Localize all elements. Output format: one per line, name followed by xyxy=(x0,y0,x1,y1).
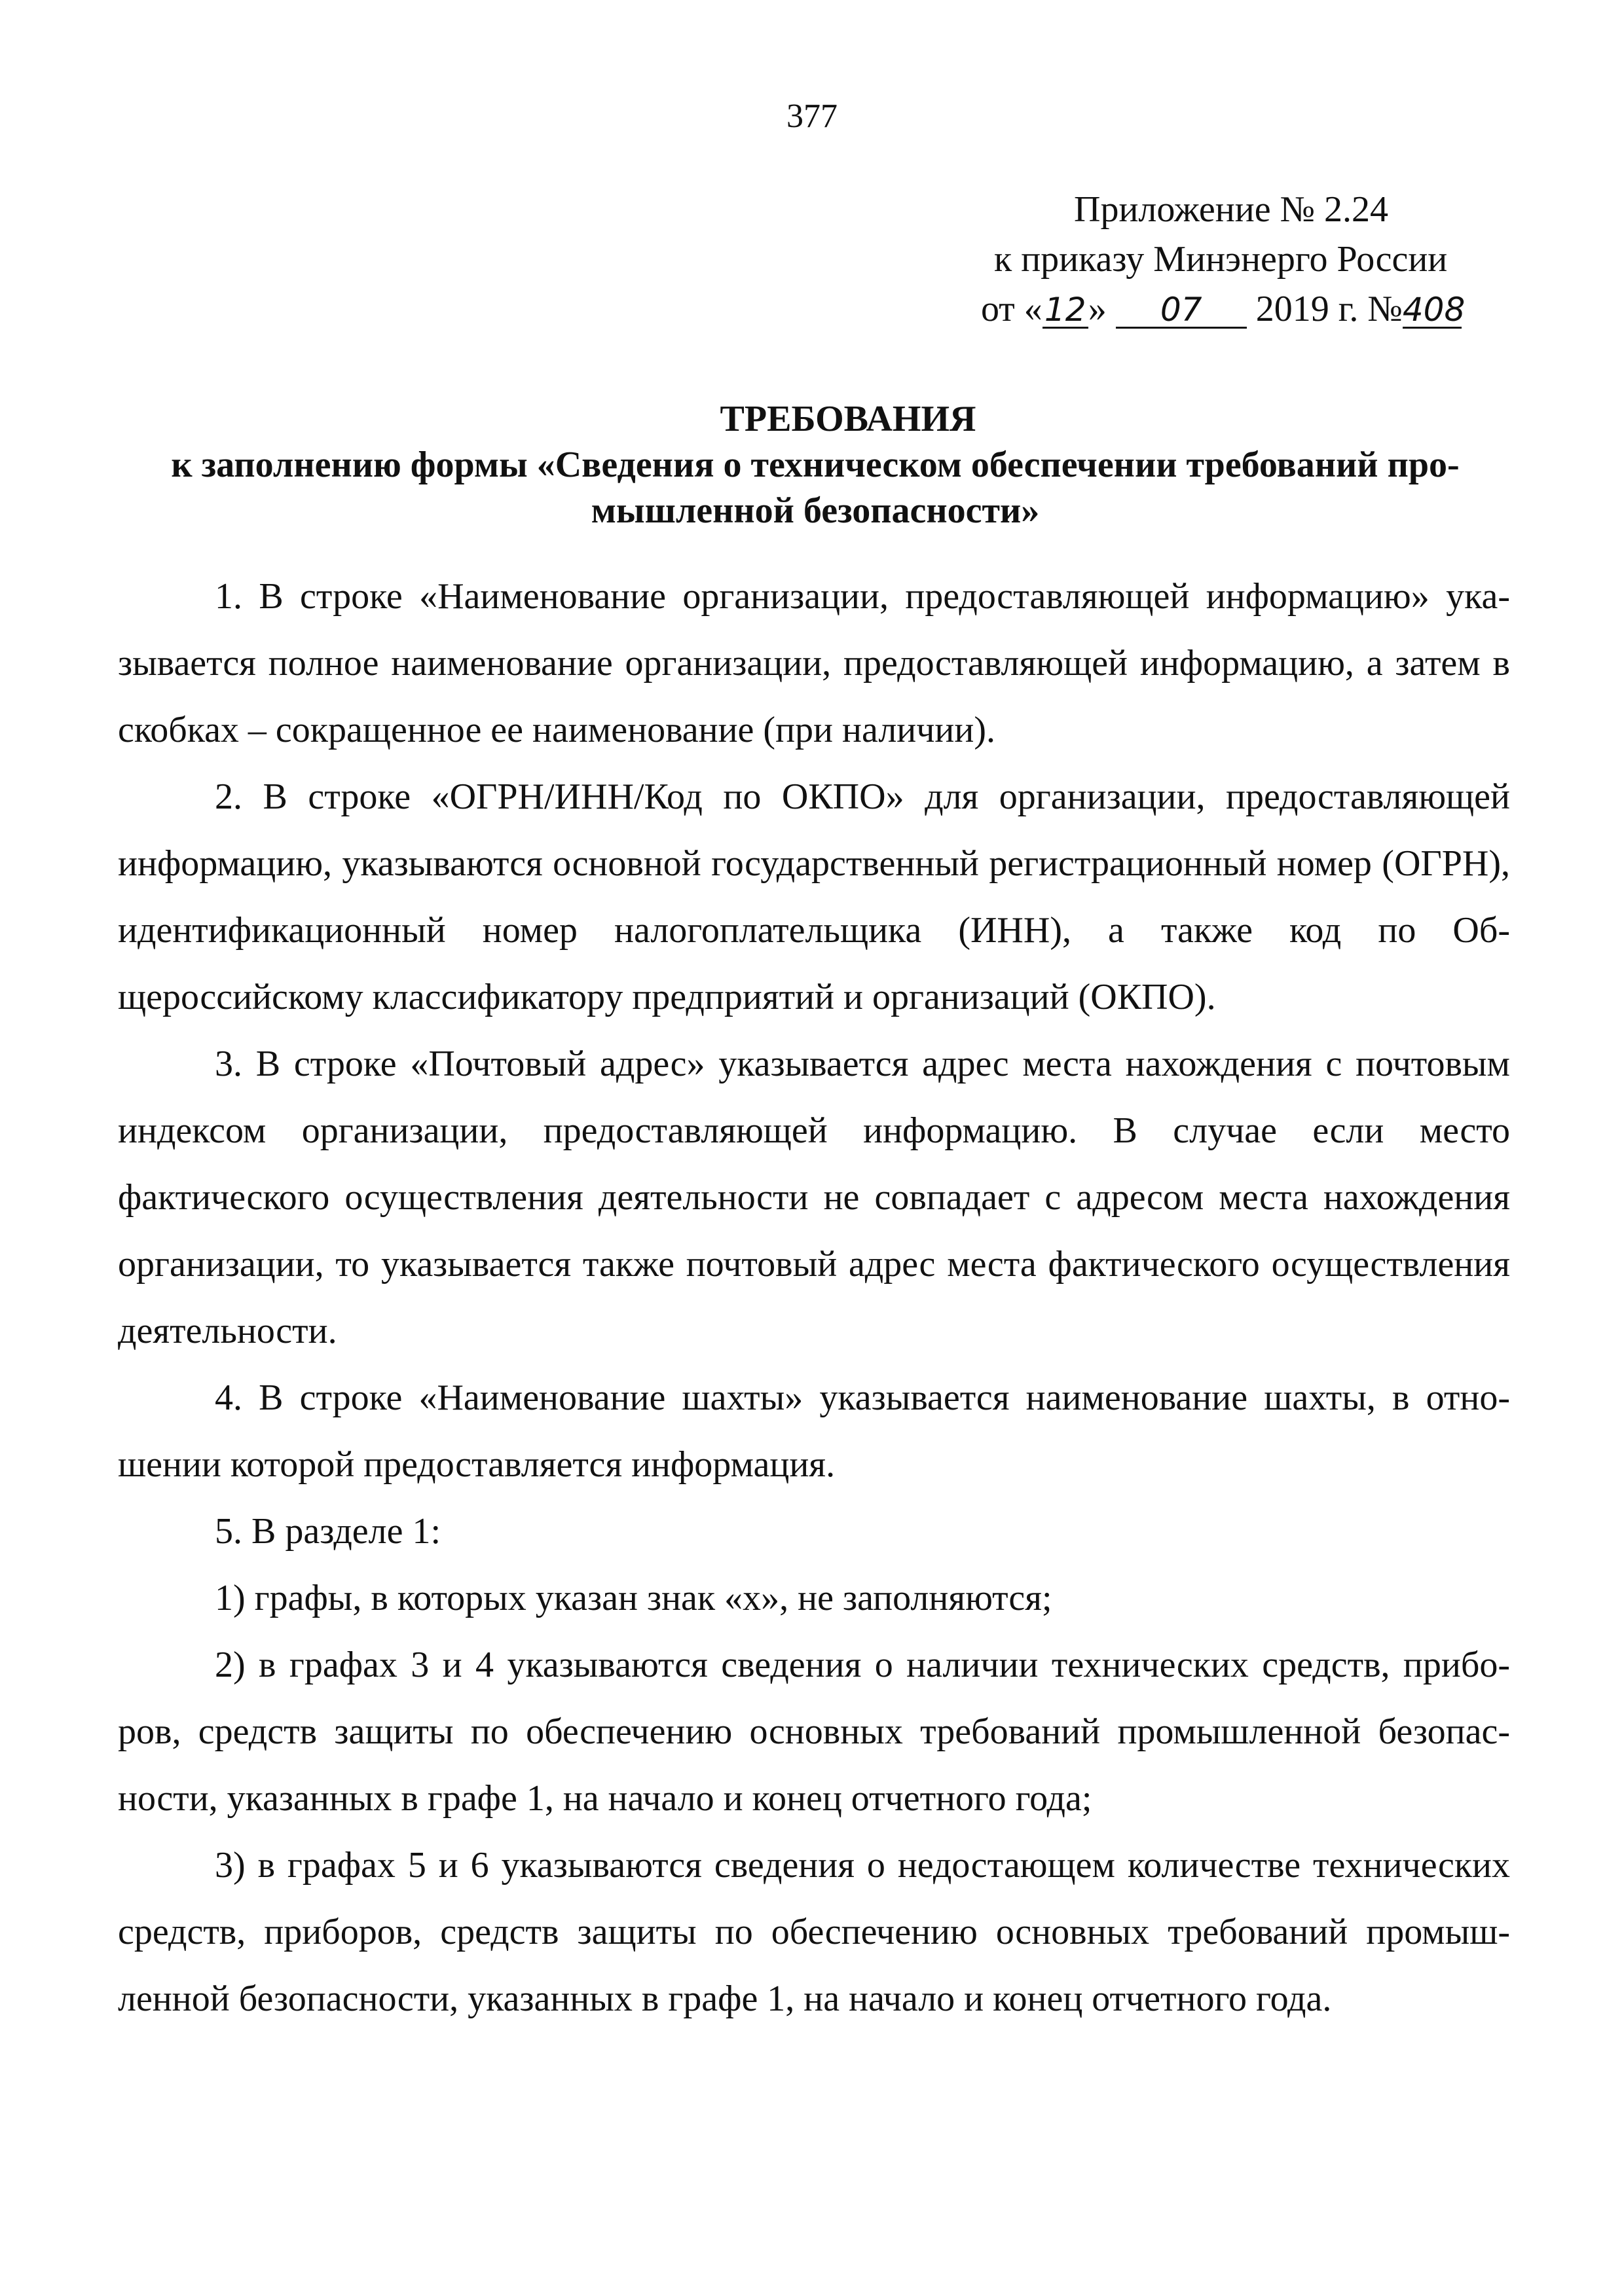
paragraph-5: 5. В разделе 1: xyxy=(215,1511,441,1552)
appendix-order-ref: к приказу Минэнерго России xyxy=(994,239,1448,280)
page-number: 377 xyxy=(786,98,838,135)
paragraph-2: 2. В строке «ОГРН/ИНН/Код по ОКПО» для организации, предоставляющей информацию, указываются основной государственный регистрационный номер (ОГРН), идентификационный номер налогоплательщика (ИНН), а также код по Общероссийскому классификатору предприятий и организаций (ОКПО). xyxy=(118,776,1510,1017)
appendix-header xyxy=(981,185,1505,334)
year-text: 2019 г. № xyxy=(1255,289,1403,329)
paragraph-5-item-3: 3) в графах 5 и 6 указываются сведения о недостающем количестве технических средств, приборов, средств защиты по обеспечению основных требований промышленной безопасности, указанных в графе 1, на начало и конец отчетного года. xyxy=(118,1845,1510,2019)
date-mid: » xyxy=(1088,289,1107,329)
document-body xyxy=(118,563,1510,2032)
date-prefix: от « xyxy=(981,289,1043,329)
document-heading xyxy=(111,396,1519,534)
paragraph-1: 1. В строке «Наименование организации, предоставляющей информацию» указывается полное наименование организации, предоставляющей информацию, а затем в скобках – сокращенное ее наименование (при наличии). xyxy=(118,576,1510,750)
handwritten-order-number: 408 xyxy=(1402,291,1466,329)
appendix-title: Приложение № 2.24 xyxy=(1074,189,1388,230)
paragraph-5-item-2: 2) в графах 3 и 4 указываются сведения о наличии технических средств, приборов, средств защиты по обеспечению основных требований промышленной безопасности, указанных в графе 1, на начало и конец отчетного года; xyxy=(118,1645,1510,1819)
handwritten-month: 07 xyxy=(1116,293,1247,329)
document-title: ТРЕБОВАНИЯ xyxy=(720,399,976,439)
paragraph-3: 3. В строке «Почтовый адрес» указывается адрес места нахождения с почтовым индексом организации, предоставляющей информацию. В случае если место фактического осуществления деятельности не совпадает с адресом места нахождения организации, то указывается также почтовый адрес места фактического осуществления деятельности. xyxy=(118,1044,1510,1351)
paragraph-4: 4. В строке «Наименование шахты» указывается наименование шахты, в отношении которой предоставляется информация. xyxy=(118,1377,1510,1485)
paragraph-5-item-1: 1) графы, в которых указан знак «х», не заполняются; xyxy=(215,1578,1052,1618)
handwritten-day: 12 xyxy=(1043,293,1088,329)
appendix-date-line xyxy=(981,284,1505,334)
document-subtitle: к заполнению формы «Сведения о техническом обеспечении требований промышленной безопасности» xyxy=(171,445,1460,531)
